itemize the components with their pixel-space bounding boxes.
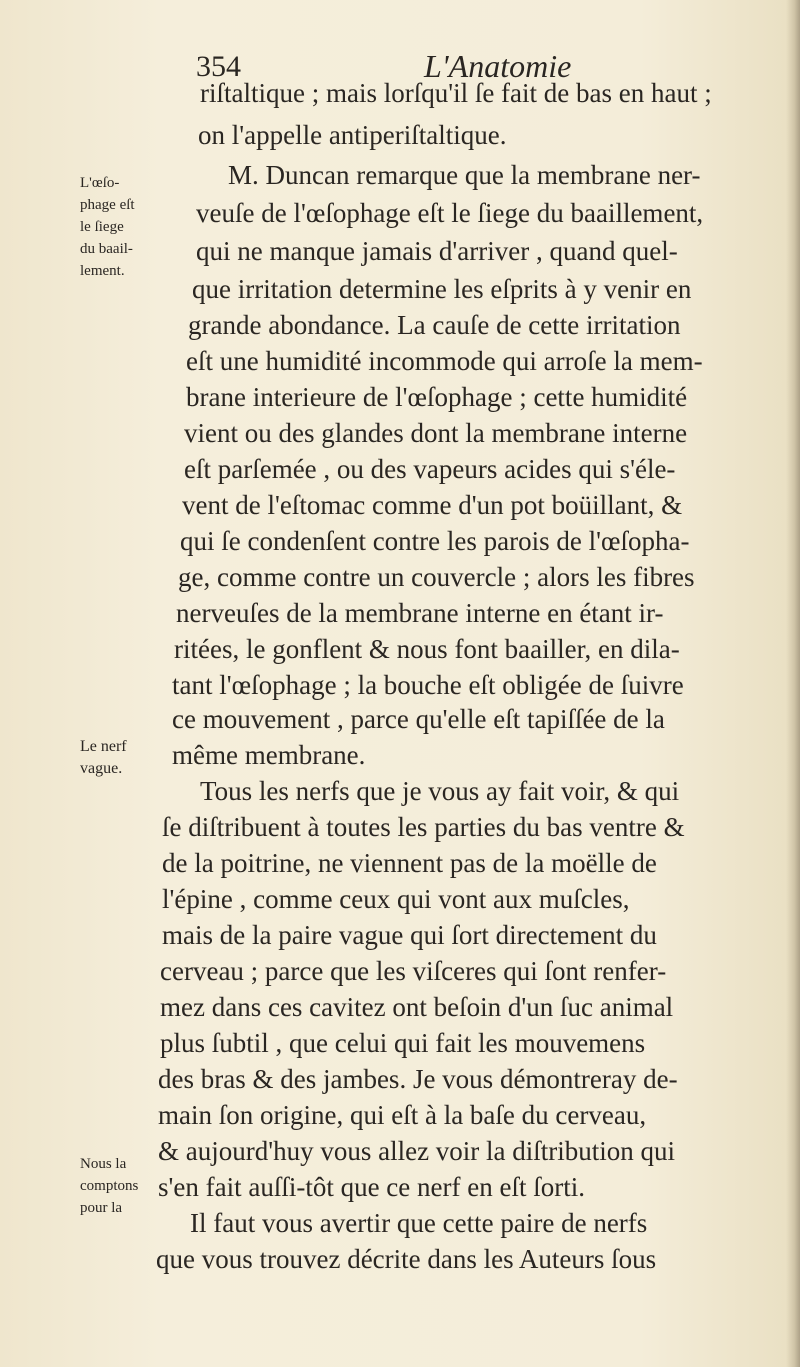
text-line: eſt parſemée , ou des vapeurs acides qui s'éle- [184,454,676,484]
margin-note-line: du baail- [80,241,133,257]
text-line: Tous les nerfs que je vous ay fait voir, & qui [200,776,680,806]
text-line: M. Duncan remarque que la membrane ner- [228,160,701,190]
text-line: vient ou des glandes dont la membrane interne [184,418,688,448]
text-line: brane interieure de l'œſophage ; cette humidité [186,382,688,412]
text-line: mais de la paire vague qui ſort directement du [162,920,657,950]
text-line: Il faut vous avertir que cette paire de nerfs [190,1208,648,1238]
text-line: grande abondance. La cauſe de cette irritation [188,310,681,340]
text-line: ritées, le gonflent & nous font baailler, en dila- [174,634,680,664]
margin-note-line: phage eſt [80,197,135,213]
margin-note-line: le ſiege [80,219,124,235]
text-line: que vous trouvez décrite dans les Auteurs ſous [156,1244,657,1274]
text-line: que irritation determine les eſprits à y venir en [192,274,692,304]
text-line: main ſon origine, qui eſt à la baſe du cerveau, [158,1100,647,1130]
text-line: tant l'œſophage ; la bouche eſt obligée de ſuivre [172,670,684,700]
text-line: cerveau ; parce que les viſceres qui ſont renfer- [160,956,667,986]
text-line: s'en fait auſſi-tôt que ce nerf en eſt ſorti. [158,1172,585,1202]
text-line: plus ſubtil , que celui qui fait les mouvemens [160,1028,646,1058]
margin-note-line: L'œſo- [80,175,120,191]
margin-note-line: lement. [80,263,125,279]
text-line: des bras & des jambes. Je vous démontreray de- [158,1064,678,1094]
text-line: eſt une humidité incommode qui arroſe la mem- [186,346,703,376]
text-line: qui ſe condenſent contre les parois de l'œſopha- [180,526,690,556]
margin-note-nerf-vague [80,736,152,780]
margin-note-line: vague. [80,760,123,777]
margin-note-line: Nous la [80,1156,127,1172]
margin-note-line: pour la [80,1200,123,1216]
margin-note-nous-la [80,1153,152,1219]
text-line: qui ne manque jamais d'arriver , quand quel- [196,236,678,266]
text-line: l'épine , comme ceux qui vont aux muſcles, [162,884,630,914]
text-line: ce mouvement , parce qu'elle eſt tapiſſée de la [172,704,665,734]
margin-note-line: Le nerf [80,738,127,755]
text-line: mez dans ces cavitez ont beſoin d'un ſuc animal [160,992,674,1022]
text-line: de la poitrine, ne viennent pas de la moëlle de [162,848,657,878]
text-line: ſe diſtribuent à toutes les parties du bas ventre & [162,812,685,842]
text-line: riſtaltique ; mais lorſqu'il ſe fait de bas en haut ; [200,78,712,108]
page-number: 354 [196,50,241,83]
page-edge-shadow [786,0,800,1367]
running-title: L'Anatomie [424,48,572,84]
text-line: & aujourd'huy vous allez voir la diſtribution qui [158,1136,676,1166]
text-line: nerveuſes de la membrane interne en étant ir- [176,598,664,628]
text-line: veuſe de l'œſophage eſt le ſiege du baaillement, [196,198,704,228]
text-line: vent de l'eſtomac comme d'un pot boüillant, & [182,490,683,520]
text-line: on l'appelle antiperiſtaltique. [198,120,507,150]
text-line: ge, comme contre un couvercle ; alors les fibres [178,562,695,592]
margin-note-line: comptons [80,1178,139,1194]
text-line: même membrane. [172,740,366,770]
margin-note-oesophage [80,172,152,282]
